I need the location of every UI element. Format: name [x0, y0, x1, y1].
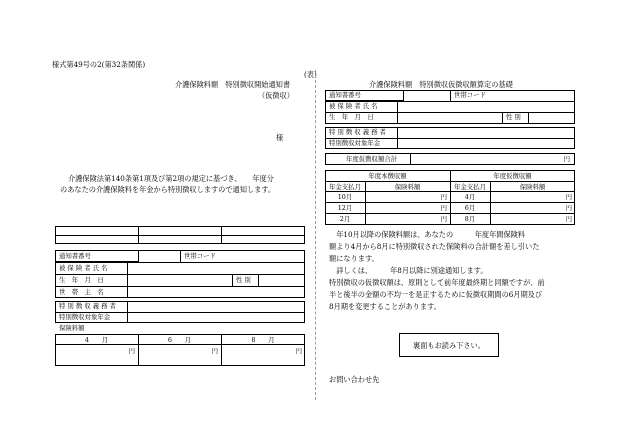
- honorific-sama: 様: [276, 133, 284, 142]
- right-insured-name-label: 被 保 険 者 氏 名: [329, 102, 378, 110]
- contact-label: お問い合わせ先: [329, 375, 380, 384]
- left-pension-label: 特別徴収対象年金: [59, 313, 111, 321]
- month-4-yen: 円: [128, 347, 135, 355]
- month-8-yen: 円: [295, 347, 302, 355]
- row3-right-yen: 円: [565, 215, 572, 223]
- right-pension-label: 特別徴収対象年金: [329, 139, 381, 147]
- right-title: 介護保険料額 特別徴収仮徴収額算定の基礎: [369, 80, 513, 89]
- body-text-line2: のあなたの介護保険料を年金から特別徴収しますので通知します。: [60, 185, 276, 194]
- right-birthdate-label: 生 年 月 日: [329, 113, 374, 121]
- center-fold-line: [315, 70, 316, 400]
- premium-amount-header-left: 保険料額: [394, 183, 421, 191]
- row1-left-month: 10月: [337, 193, 353, 201]
- row2-left-yen: 円: [440, 204, 447, 212]
- front-mark: (表): [304, 70, 317, 79]
- left-title: 介護保険料額 特別徴収開始通知書: [175, 80, 291, 89]
- row3-left-month: 2月: [339, 215, 351, 223]
- left-gender-label: 性 別: [236, 276, 251, 284]
- note-line-3: 額になります。: [329, 254, 379, 263]
- right-obligor-label: 特 別 徴 収 義 務 者: [329, 128, 386, 136]
- row3-left-yen: 円: [440, 215, 447, 223]
- row2-right-yen: 円: [565, 204, 572, 212]
- row2-left-month: 12月: [337, 204, 353, 212]
- row1-right-yen: 円: [565, 193, 572, 201]
- row1-right-month: 4月: [464, 193, 476, 201]
- payment-month-header-left: 年金支払月: [329, 183, 361, 191]
- row2-right-month: 6月: [464, 204, 476, 212]
- month-6-yen: 円: [211, 347, 218, 355]
- provisional-total-yen: 円: [563, 155, 570, 163]
- form-number: 様式第49号の2(第32条関係): [52, 60, 146, 69]
- provisional-collection-header: 年度仮徴収額: [493, 172, 532, 180]
- left-notice-no-label: 通知書番号: [59, 252, 91, 260]
- note-line-5: 特別徴収の仮徴収額は、原則として前年度最終期と同額ですが、前: [329, 278, 545, 287]
- left-insured-name-label: 被 保 険 者 氏 名: [59, 264, 108, 272]
- right-notice-no-label: 通知書番号: [329, 91, 361, 99]
- month-8-header: 8 月: [251, 336, 275, 344]
- note-line-6: 半と後半の金額の不均一を是正するために仮徴収期間の6月期及び: [329, 290, 543, 299]
- note-line-2: 額より4月から8月に特別徴収された保険料の合計額を差し引いた: [329, 242, 540, 251]
- premium-amount-header-right: 保険料額: [519, 183, 546, 191]
- row1-left-yen: 円: [440, 193, 447, 201]
- month-4-header: 4 月: [84, 336, 109, 344]
- note-line-4: 詳しくは、 年8月以降に別途通知します。: [329, 266, 488, 275]
- main-collection-header: 年度本徴収額: [368, 172, 407, 180]
- provisional-total-label: 年度仮徴収額合計: [346, 155, 398, 163]
- body-text-line1: 介護保険法第140条第1項及び第2項の規定に基づき、 年度分: [68, 174, 274, 183]
- note-line-1: 年10月以降の保険料額は、あなたの 年度年間保険料: [329, 230, 526, 239]
- left-premium-label: 保険料額: [59, 324, 85, 332]
- left-obligor-label: 特 別 徴 収 義 務 者: [59, 302, 116, 310]
- month-6-header: 6 月: [167, 336, 192, 344]
- note-line-7: 8月期を変更することがあります。: [329, 302, 441, 311]
- read-back-text: 裏面もお読み下さい。: [413, 341, 485, 350]
- payment-month-header-right: 年金支払月: [454, 183, 486, 191]
- left-household-code-label: 世帯コード: [184, 252, 216, 260]
- right-gender-label: 性 別: [506, 113, 521, 121]
- left-householder-label: 世 帯 主 名: [59, 288, 104, 296]
- right-household-code-label: 世帯コード: [454, 91, 486, 99]
- left-subtitle: （仮徴収）: [258, 91, 294, 100]
- row3-right-month: 8月: [464, 215, 476, 223]
- left-birthdate-label: 生 年 月 日: [59, 276, 104, 284]
